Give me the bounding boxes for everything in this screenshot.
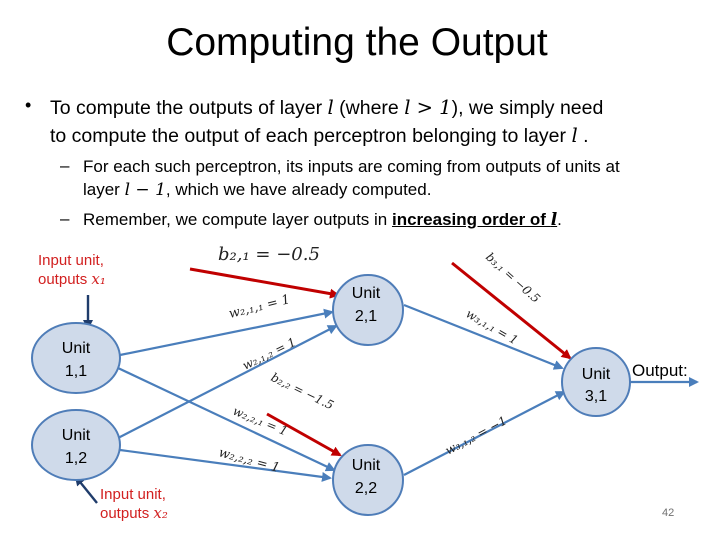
unit-1-2-label-top: Unit (61, 427, 91, 444)
output-label: Output: (632, 361, 688, 380)
bias-b21-arrow (190, 269, 338, 295)
unit-1-1-label-bottom: 1,1 (64, 363, 88, 380)
edge-u11-u21 (120, 312, 332, 355)
bias-b31-label: b₃,₁ = −0.5 (482, 249, 543, 306)
unit-1-1-label-top: Unit (61, 340, 91, 357)
unit-2-1-label-top: Unit (351, 285, 381, 302)
sub-bullet-1-line-1: For each such perceptron, its inputs are coming from outputs of units at (83, 157, 620, 176)
sub-bullet-2: Remember, we compute layer outputs in increasing order of l. (83, 210, 562, 230)
sub-bullet-marker-2: – (60, 209, 70, 228)
weight-w222-label: w₂,₂,₂ = 1 (216, 445, 282, 477)
page-number: 42 (662, 507, 675, 519)
unit-1-1-node (32, 323, 120, 393)
weight-w221-label: w₂,₂,₁ = 1 (230, 403, 290, 439)
slide-title: Computing the Output (166, 21, 548, 64)
unit-2-1-label-bottom: 2,1 (354, 308, 378, 325)
unit-3-1-label-bottom: 3,1 (584, 388, 608, 405)
bias-b21-label: b₂,₁ = −0.5 (218, 244, 320, 265)
input-unit-1-annotation: Input unit, outputs x₁ (38, 252, 106, 288)
sub-bullet-marker-1: – (60, 156, 70, 175)
unit-3-1-label-top: Unit (581, 366, 611, 383)
bullet-line-1: To compute the outputs of layer l (where l > 1), we simply need (50, 96, 604, 119)
unit-2-2-label-bottom: 2,2 (354, 480, 378, 497)
bullet-line-2: to compute the output of each perceptron belonging to layer l . (50, 124, 589, 147)
bias-b22-label: b₂,₂ = −1.5 (268, 370, 336, 413)
unit-2-2-label-top: Unit (351, 457, 381, 474)
weight-w212-label: w₂,₁,₂ = 1 (240, 334, 299, 373)
unit-1-2-label-bottom: 1,2 (64, 450, 88, 467)
weight-w311-label: w₃,₁,₁ = 1 (463, 306, 521, 348)
bullet-marker: • (25, 95, 32, 115)
input-unit-2-annotation: Input unit, outputs x₂ (100, 486, 168, 522)
sub-bullet-1-line-2: layer l − 1, which we have already computed. (83, 180, 432, 200)
edge-u12-u21 (118, 326, 336, 438)
unit-1-2-node (32, 410, 120, 480)
weight-w312-label: w₃,₁,₂ = −1 (442, 413, 510, 458)
weight-w211-label: w₂,₁,₁ = 1 (227, 292, 292, 322)
